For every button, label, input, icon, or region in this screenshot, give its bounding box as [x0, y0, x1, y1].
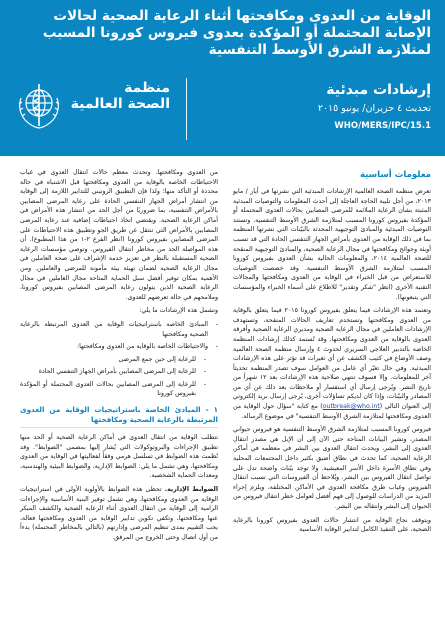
- paragraph-guidance: وتعتمد هذه الإرشادات فيما يتعلق بفيروس كورونا ٢٠١٥ فيما يتعلق بالوقاية من العدوى ومكافحتها وتستخدم تعاريف الحالات المنقحة، وتستهدف الإرشادات العاملين في مجال الرعاية الصحية ومديري الرعاية الصحية وأفرقة العدوى بالوقاية من العدوى ومكافحتها، وقد تُستمد كذلك إرشادات المنظمة الخاصة بالتدبير العلاجي السريري لحدوث ٤ وإرسال منظمة الصحة العالمية وصف الأوضاع في كتيب الكشف عن أي تغيرات قد تؤثر على هذه الإرشادات المبدئية. وفي حال تغيّر أي عامل من العوامل سوف تصدر المنظمة تحديثاً آخر للمعلومات. وإلا فسوف تنتهي صلاحية هذه الإرشادات بعد ١٢ شهراً من تاريخ النشر. ويُرجى إرسال أي استفسار أو ملاحظات بعد ذلك عن أي من المصادر والبيّنات، وإذا كان لديكم تساؤلات أخرى، يُرجى إرسال بريد إلكتروني إلى العنوان التالي (outbreak@who.int) مع كتابة "سؤال حول الوقاية من العدوى ومكافحتها لمتلازمة الشرق الأوسط التنفسية" في موضوع الرسالة.: [233, 307, 431, 420]
- sub-list-item: - للرعاية إلى المرضى المصابين بحالات العدوى المحتملة أو المؤكدة بفيروس كورونا: [20, 380, 206, 399]
- paragraph-controls: تتطلب الوقاية من انتقال العدوى في أماكن الرعاية الصحية أو الحد منها تطبيق الإجراءات والبروتوكولات التي يُشار إليها بمصمى "الضوابط". وقد نُظمت هذه الضوابط في تسلسل هرمي وفقاً لفعاليتها في الوقاية من العدوى ومكافحتها، وهي تشمل ما يلي: الضوابط الإدارية، والضوابط البيئية والهندسية، ومعدات الحماية الشخصية.: [20, 434, 218, 480]
- paragraph-prevention: ويتوقف نجاح الوقاية من انتشار حالات العدوى بفيروس كورونا بالرعاية الصحية، على التنفيذ الكامل لتدابير الوقاية الأساسية: [233, 516, 431, 534]
- contact-email-link[interactable]: outbreak@who.int: [322, 403, 380, 411]
- paragraph-transmission: فيروس كورونا المسبب لمتلازمة الشرق الأوسط التنفسية هو فيروس حيواني المصدر، وتشير البيانات المتاحة حتى الآن إلى أن الإبل هي مصدر انتقال العدوى إلى البشر، ويحدث انتقال العدوى بين البشر في معظمه في أماكن الرعاية الصحية، كما تحدث في نطاق أضيق بكثير داخل المجتمعات المحلية وفي نطاق الأسرة داخل الأسر المعيشية. ولا توجد بيّنات واضحة تدل على تواصل انتقال الفيروس بين البشر. ويُلاحظ أن الفيروسات التي تسبب انتقال الفيروس وغياب طرق مكافحة العدوى في الأماكن المختلفة، ويلزم إجراء المزيد من الدراسات للوصول إلى فهم أفضل لعوامل خطر انتقال فيروس من الحيوان إلى البشر وانتقاله بين البشر.: [233, 426, 431, 510]
- document-type: إرشادات مبدئية: [326, 82, 431, 98]
- list-item: - والاحتياطات الخاصة بالوقاية من العدوى ومكافحتها:: [20, 342, 218, 352]
- org-name-line1: منظمة: [124, 80, 170, 96]
- sub-list-item: - للرعاية إلى حين جمع المرضى: [20, 355, 206, 365]
- paragraph-guidance-text: وتعتمد هذه الإرشادات فيما يتعلق بفيروس كورونا ٢٠١٥ فيما يتعلق بالوقاية من العدوى ومكافحتها وتستخدم تعاريف الحالات المنقحة، وتستهدف الإرشادات العاملين في مجال الرعاية الصحية ومديري الرعاية الصحية وأفرقة العدوى بالوقاية من العدوى ومكافحتها، وقد تُستمد كذلك إرشادات المنظمة الخاصة بالتدبير العلاجي السريري لحدوث ٤ وإرسال منظمة الصحة العالمية وصف الأوضاع في كتيب الكشف عن أي تغيرات قد تؤثر على هذه الإرشادات المبدئية. وفي حال تغيّر أي عامل من العوامل سوف تصدر المنظمة تحديثاً آخر للمعلومات. وإلا فسوف تنتهي صلاحية هذه الإرشادات بعد ١٢ شهراً من تاريخ النشر. ويُرجى إرسال أي استفسار أو ملاحظات بعد ذلك عن أي من المصادر والبيّنات، وإذا كان لديكم تساؤلات أخرى، يُرجى إرسال بريد إلكتروني إلى العنوان التالي: [233, 307, 431, 411]
- section-heading-background: معلومات أساسية: [359, 170, 431, 180]
- sub-list-item: - للرعاية إلى المرضى المصابين بأمراض الجهاز التنفسي الحادة: [20, 367, 206, 377]
- keyword-admin-controls: الضوابط الإدارية.: [164, 486, 218, 494]
- header-banner: [0, 0, 445, 156]
- paragraph-intro: تعرض منظمة الصحة العالمية الإرشادات المبدئية التي نشرتها في أيار / مايو ٢٠١٣، من أجل تلبية الحاجة العاجلة إلى أحدث المعلومات والتوصيات المبدئية المثبتة بشأن الرعاية الملائمة للمرضى المصابين بحالات العدوى المحتملة أو المؤكدة بفيروس كورونا المسبب لمتلازمة الشرق الأوسط التنفسية. وتستند التوصيات المبدئية والمبادئ التوجيهية المحدثة بالبيّنات التي نشرتها المنظمة بما في ذلك الوقاية من العدوى بأمراض الجهاز التنفسي الحادة التي قد تسبب أوبئة وجوائح ومكافحتها في مجال الرعاية الصحية، والمبادئ التوجيهية المنقحة للصحة العالمية ٢٠١٤، والمعلومات الحالية بشأن العدوى بفيروس كورونا المسبب لمتلازمة الشرق الأوسط التنفسية. وقد خصصت التوصيات للاستعراض من قبل الخبراء في الوقاية من العدوى ومكافحتها والمجالات التقنية الأخرى (انظر "شكر وتقدير" للاطلاع على أسماء الخبراء والمؤسسات التي يتبعونها).: [233, 188, 431, 301]
- header-divider: [186, 78, 187, 140]
- subsection-heading-principles: ١ - المبادئ الخاصة باستراتيجيات الوقاية من العدوى المرتبطة بالرعاية الصحية ومكافحتها: [20, 405, 218, 428]
- page-title: الوقاية من العدوى ومكافحتها أثناء الرعاية الصحية لحالات الإصابة المحتملة أو المؤكدة بعدوى فيروس كورونا المسبب لمتلازمة الشرق الأوسط التنفسية: [42, 8, 431, 58]
- right-column: [233, 168, 431, 539]
- org-name: [70, 80, 170, 112]
- paragraph-admin-controls-text: تحظى هذه الضوابط بالأولوية الأولى في استراتيجيات الوقاية من العدوى ومكافحتها، وهي تشمل توفير البنية الأساسية والإجراءات الرامية إلى الوقاية من انتقال العدوى أثناء الرعاية الصحية والكشف المبكر عنها ومكافحتها، وتكفي تكوين تدابير الوقاية من العدوى ومكافحتها فعالة، يجب التقييم بمدى تنظيم المرضى وإدارتهم (بالتالي بالمخاطر المحتملة) بدءاً من أول اتصال وحتى الخروج من المرفق.: [20, 486, 218, 541]
- paragraph-contents-intro: وتشمل هذه الإرشادات ما يلي:: [139, 307, 218, 315]
- paragraph-admin-controls: [20, 485, 218, 543]
- who-emblem-icon: [12, 78, 66, 132]
- paragraph-continued: من العدوى ومكافحتها. وتحدث معظم حالات انتقال العدوى في غياب الاحتياطات الخاصة بالوقاية من العدوى ومكافحتها قبل الاشتباه في حالة محددة أو التأكد منها؛ ولذا فإن التطبيق الروتيني للتدابير اللازمة إلى الوقاية من انتشار أمراض الجهاز التنفسي الحادة على رعاية المرضى المصابين بالأمراض التنفسية، بما ضروريًا من أجل الحد من انتشار هذه الأمراض في أماكن الرعاية الصحية. ويقتضي اتخاذ احتياطات إضافية عند رعاية المرضى المصابين بالأمراض التي تنتقل عن طريق الجو وتطبيق هذه الاحتياطات على المرضى المصابين بفيروس كورونا (انظر الفرع ٢-١ من هذا المطبوع). أن هذه المواصلة الحد من مخاطر انتقال الفيروس. وتوصي مؤسسات الرعاية الصحية المستقبلة بالنظر في تعزيز خدمة الإشراف على صحة العاملين في مجال الرعاية الصحية لضمان تهيئة بيئة مأمونة للمرضى والعاملين. ومن الأهمية بمكان توفير أفضل سبل الحماية المتاحة مجال العاملين في مجال الرعاية الصحية الذين يتولون رعاية المرضى المصابين بفيروس كورونا، وملامحهم في حالة تعرضهم للعدوى.: [20, 169, 218, 301]
- document-code: WHO/MERS/IPC/15.1: [334, 121, 431, 131]
- left-column: [20, 168, 218, 547]
- org-name-line2: الصحة العالمية: [70, 96, 170, 112]
- list-item: - المبادئ الخاصة باستراتيجيات الوقاية من العدوى المرتبطة بالرعاية الصحية ومكافحتها: [20, 320, 218, 339]
- paragraph-guidance-end: مع كتابة "سؤال حول الوقاية من العدوى ومكافحتها لمتلازمة الشرق الأوسط التنفسية" في موضوع الرسالة.: [233, 403, 431, 420]
- document-date: تحديث ٤ حزيران/ يونيو ٢٠١٥: [317, 103, 431, 114]
